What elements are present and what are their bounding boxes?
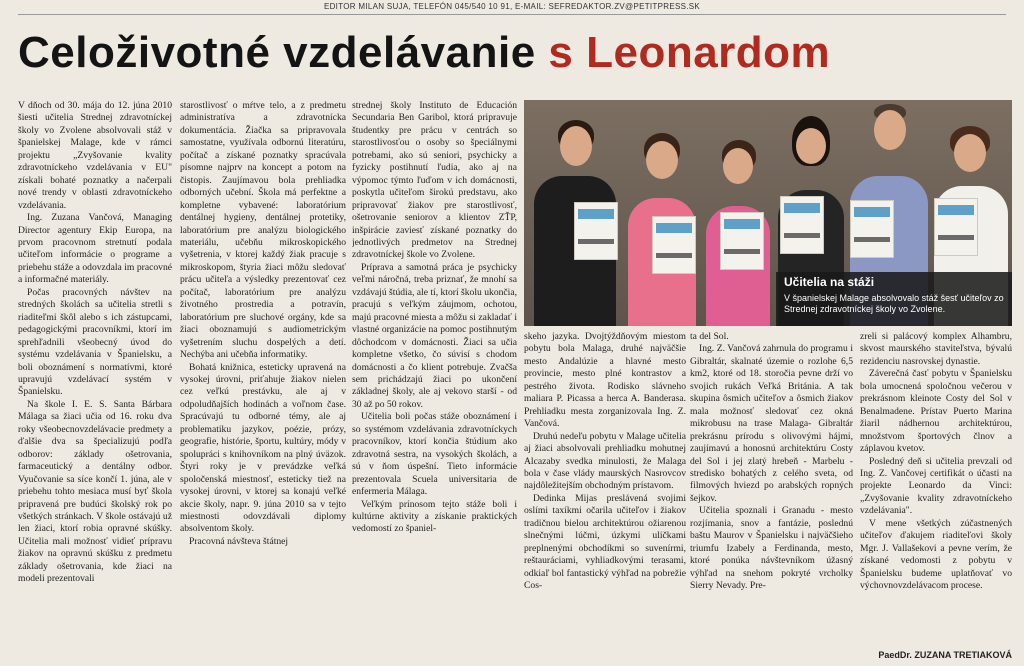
certificate: [652, 216, 696, 274]
article-column-4: [524, 331, 686, 661]
caption-title: Učitelia na stáži: [784, 275, 875, 289]
paragraph: V dňoch od 30. mája do 12. júna 2010 šiesti učitelia Strednej zdravotníckej školy vo Zvolene absolvovali stáž v španielskej Malage, kde v rámci projektu „Zvyšovanie kvality zdravotníckeho vzdelávania v EU" získali bohaté poznatky a načerpali nové trendy v oblasti zdravotníckeho vzdelávania.: [18, 100, 172, 211]
paragraph: Ing. Zuzana Vančová, Managing Director agentury Ekip Europa, na prvom pracovnom stretnutí podala učiteľom informácie o programe a priebehu stáže a odovzdala im pracovné a informačné materiály.: [18, 212, 172, 286]
paragraph: skeho jazyka. Dvojtýždňovým miestom pobytu bola Malaga, druhé najväčšie mesto Andalúzie a hlavné mesto provincie, mesto plné kontrastov a pestrého života. Rodisko slávneho maliara P. Picassa a herca A. Banderasa. Prehliadku mesta zorganizovala Ing. Z. Vančová.: [524, 331, 686, 430]
paragraph: Veľkým prínosom tejto stáže boli i kultúrne aktivity a získanie praktických vedomostí zo španiel-: [352, 498, 517, 535]
caption-text: V španielskej Malage absolvovalo stáž šesť učiteľov zo Strednej zdravotníckej školy vo Zvolene.: [784, 293, 1004, 314]
paragraph: Bohatá knižnica, esteticky upravená na vysokej úrovni, priťahuje žiakov nielen cez veľkú prestávku, ale aj v odpoludňajších hodinách a voľnom čase. Spracúvajú tu odborné témy, ale aj problematiku jazykov, poézie, prózy, geografie, histórie, športu, kultúry, módy v spolupráci s knihovníkom na plný úväzok. Štyri roky je v prevádzke veľká spoločenská miestnosť, esteticky tiež na vysokej úrovni, v ktorej sa konajú veľké akcie školy, napr. 9. júna 2010 sa v tejto miestnosti odovzdávali diplomy absolventom školy.: [180, 361, 346, 535]
article-column-2: [180, 100, 346, 660]
paragraph: Pracovná návšteva štátnej: [189, 535, 289, 547]
paragraph: Príprava a samotná práca je psychicky veľmi náročná, treba priznať, že mnohí sa vzdávajú štúdia, ale tí, ktorí školu ukončia, pracujú s veľkým záujmom, ochotou, majú pracovné miesta a môžu si zakladať i vlastné organizácie na pomoc postihnutým dôchodcom v domácnosti. Žiaci sa učia kompletne všetko, čo súvisí s chodom domácnosti a čo klient potrebuje. Zvačša sem prichádzajú žiaci po ukončení základnej školy, ale aj vekovo starší - od 30 až po 50 rokov.: [352, 261, 517, 410]
paragraph: Učitelia boli počas stáže oboznámení i so systémom vzdelávania zdravotníckych pracovníkov, ktorí končia štúdium ako zdravotná sestra, na vysokých školách, a sú v ňom úspešní. Tieto informácie prezentovala Scuela universitaria de enfermeria Málaga.: [352, 411, 517, 498]
certificate: [720, 212, 764, 270]
paragraph: Počas pracovných návštev na stredných školách sa učitelia stretli s riaditeľmi škôl alebo s ich zástupcami, pedagogickými pracovníkmi, ktorí im sprehľadnili všeobecný úvod do systému vzdelávania v Španielsku, a boli oboznámení s normatívmi, ktoré upravujú vzdelávací systém v Španielsku.: [18, 286, 172, 398]
paragraph: V mene všetkých zúčastnených učiteľov ďakujem riaditeľovi školy Mgr. J. Vallašekovi a pevne verím, že získané vedomosti z pobytu v Španielsku budeme uplatňovať vo výchovnovzdelávacom procese.: [860, 517, 1012, 592]
article-headline: [18, 24, 1008, 86]
paragraph: ta del Sol.: [690, 331, 729, 342]
article-column-1: [18, 100, 172, 660]
paragraph: Druhú nedeľu pobytu v Malage učitelia aj žiaci absolvovali prehliadku mohutnej Alcazaby svedka minulosti, že Malaga bola v čase vlády maurských Nasrovcov najdôležitejším obchodným prístavom.: [524, 430, 686, 492]
certificate: [574, 202, 618, 260]
certificate: [850, 200, 894, 258]
paragraph: Ing. Z. Vančová zahrnula do programu i Gibraltár, skalnaté územie o rozlohe 6,5 km2, ktoré od 18. storočia pevne drží vo svojich rukách Veľká Británia. A tak skupina ôsmich učiteľov a ôsmich žiakov mala možnosť sledovať cez okná mikrobusu na trase Malaga- Gibraltár prekrásnu prírodu s olivovými hájmi, zaujímavú a honosnú architektúru Costy del Sol i jej zlatý hrebeň - Marbelu - stredisko bohatých z celého sveta, od filmových hviezd po arabských ropných šejkov.: [690, 343, 853, 504]
article-column-6: [860, 331, 1012, 651]
headline-main: Celoživotné vzdelávanie: [18, 28, 536, 77]
paragraph: Dedinka Mijas preslávená svojimi oslími taxíkmi očarila učiteľov i žiakov tradičnou bielou architektúrou ožiarenou slnečnými lúčmi, úzkymi uličkami preplnenými obchodíkmi so suvenírmi, reštauráciami, vyhliadkovými terasami, odkiaľ bol fantastický výhľad na pobrežie Cos-: [524, 492, 686, 592]
paragraph: Záverečná časť pobytu v Španielsku bola umocnená spoločnou večerou v prekrásnom kleinote Costy del Sol v Benalmadene. Prístav Puerto Marina žiaril nádhernou architektúrou, množstvom športových člnov a záplavou kvetov.: [860, 368, 1012, 455]
article-column-3: [352, 100, 517, 660]
headline-accent: s Leonardom: [548, 28, 831, 77]
certificate: [934, 198, 978, 256]
paragraph: strednej školy Instituto de Educación Secundaria Ben Garibol, ktorá pripravuje študentky pre prácu v centrách so starostlivosťou o osoby so špeciálnymi potrebami, ako sú seniori, psychicky a fyzicky postihnutí ľudia, ako aj na výpomoc týmto ľuďom v ich domácnosti, poskytla učiteľom širokú predstavu, ako pripravovať žiakov pre starostlivosť, ošetrovanie seniorov a klientov ZŤP, inšpirácie zaviesť získané poznatky do jednotlivých predmetov na Strednej zdravotníckej škole vo Zvolene.: [352, 100, 517, 261]
paragraph: Učitelia spoznali i Granadu - mesto rozjímania, snov a fantázie, poslednú baštu Maurov v Španielsku i najväčšieho triumfu Izabely a Ferdinanda, mesto, ktoré ponúka návštevníkom úžasný výhľad na snehom pokryté vrcholky Sierry Nevady. Pre-: [690, 505, 853, 592]
paragraph: starostlivosť o mŕtve telo, a z predmetu administratíva a zdravotnícka dokumentácia. Žiačka sa pripravovala samostatne, využívala odbornú literatúru, počítač a získané poznatky spracúvala písomne najprv na koncept a potom na čistopis. Zaujímavou bola prehliadka odborných učební. Škola má perfektne a kompletne vybavené: laboratórium dentálnej hygieny, dentálnej protetiky, laboratórium pre analýzu biologického materiálu, učebňu mikroskopického vyšetrenia, v ktorej každý žiak pracuje s mikroskopom, štyria žiaci môžu sledovať prácu učiteľa a výsledky prezentovať cez počítač, laboratórium pre analýzu životného prostredia a potravín, laboratórium pre sluchové orgány, kde sa žiaci oboznamujú s audiometrickým vyšetrením sluchu dospelých a detí. Nechýba ani učebňa informatiky.: [180, 100, 346, 361]
paragraph: zreli si palácový komplex Alhambru, skvost maurského staviteľstva, bývalú rezidenciu nasrovskej dynastie.: [860, 331, 1012, 367]
article-column-5: [690, 331, 853, 661]
certificate: [780, 196, 824, 254]
paragraph: Na škole I. E. S. Santa Bárbara Málaga sa žiaci učia od 16. roku dva roky všeobecnovzdelávacie predmety a ďalšie dva sa špecializujú podľa odborov: základy ošetrovania, farmaceutický a dentálny odbor. Vyučovanie sa síce končí 1. júna, ale v priebehu tohto mesiaca musí byť škola pripravená pre budúci školský rok po všetkých stránkach. V škole ostávajú už len žiaci, ktorí robia opravné skúšky. Učitelia mali možnosť vidieť prípravu žiakov na opravnú skúšku z predmetu základy ošetrovania, kde žiaci na modeli prezentovali: [18, 398, 172, 585]
editor-contact-line: EDITOR MILAN SUJA, TELEFÓN 045/540 10 91, E-MAIL: SEFREDAKTOR.ZV@PETITPRESS.SK: [323, 2, 701, 11]
paragraph: Posledný deň si učitelia prevzali od Ing. Z. Vančovej certifikát o účasti na projekte Leonardo da Vinci: „Zvyšovanie kvality zdravotníckeho vzdelávania".: [860, 455, 1012, 517]
header-rule: [18, 14, 1006, 15]
photo-caption: [776, 272, 1012, 326]
author-byline: PaedDr. ZUZANA TRETIAKOVÁ: [878, 650, 1012, 660]
